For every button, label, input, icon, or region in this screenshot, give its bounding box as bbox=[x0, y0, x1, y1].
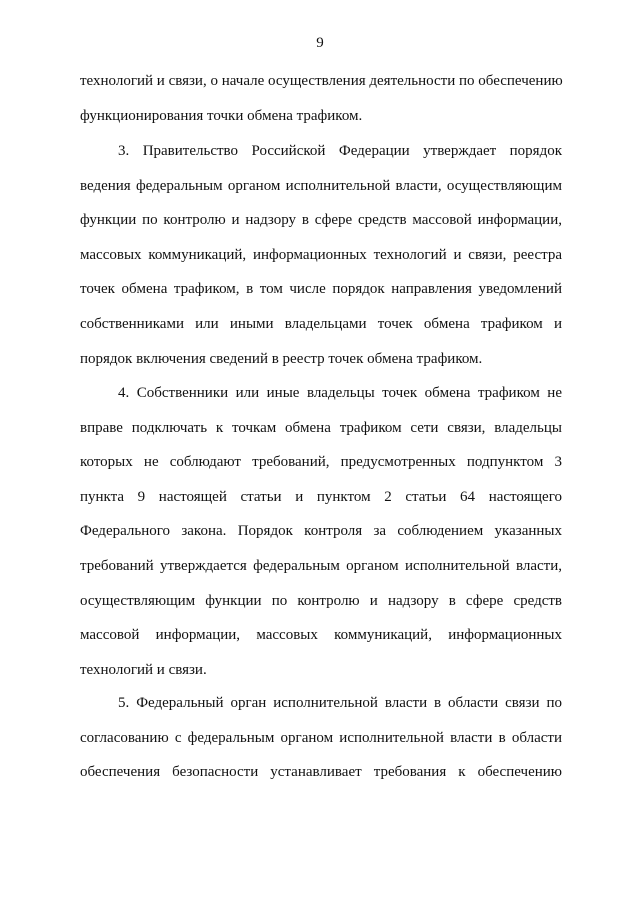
text-line: пункта 9 настоящей статьи и пунктом 2 статьи 64 настоящего bbox=[80, 488, 562, 505]
text-line: технологий и связи. bbox=[80, 661, 207, 678]
text-line: вправе подключать к точкам обмена трафиком сети связи, владельцы bbox=[80, 419, 562, 436]
paragraph-5 bbox=[80, 686, 562, 790]
text-line: 4. Собственники или иные владельцы точек обмена трафиком не bbox=[118, 385, 562, 401]
text-line: согласованию с федеральным органом исполнительной власти в области bbox=[80, 729, 562, 746]
text-line: осуществляющим функции по контролю и надзору в сфере средств bbox=[80, 592, 562, 609]
text-line: массовых коммуникаций, информационных технологий и связи, реестра bbox=[80, 246, 562, 263]
text-line: точек обмена трафиком, в том числе порядок направления уведомлений bbox=[80, 281, 562, 298]
text-line: технологий и связи, о начале осуществления деятельности по обеспечению bbox=[80, 73, 563, 89]
text-line: 3. Правительство Российской Федерации утверждает порядок bbox=[118, 143, 562, 159]
text-line: ведения федеральным органом исполнительной власти, осуществляющим bbox=[80, 177, 562, 194]
text-line: которых не соблюдают требований, предусмотренных подпунктом 3 bbox=[80, 454, 562, 471]
text-line: функции по контролю и надзору в сфере средств массовой информации, bbox=[80, 212, 562, 229]
paragraph-3 bbox=[80, 134, 562, 376]
text-line: обеспечения безопасности устанавливает требования к обеспечению bbox=[80, 764, 562, 781]
text-line: собственниками или иными владельцами точек обмена трафиком и bbox=[80, 315, 562, 332]
text-line: требований утверждается федеральным органом исполнительной власти, bbox=[80, 557, 562, 574]
paragraph-continuation bbox=[80, 64, 562, 133]
text-line: Федерального закона. Порядок контроля за соблюдением указанных bbox=[80, 523, 562, 540]
text-line: массовой информации, массовых коммуникаций, информационных bbox=[80, 627, 562, 644]
text-line: 5. Федеральный орган исполнительной власти в области связи по bbox=[118, 695, 562, 711]
text-line: функционирования точки обмена трафиком. bbox=[80, 107, 363, 124]
text-line: порядок включения сведений в реестр точек обмена трафиком. bbox=[80, 350, 483, 367]
page-number: 9 bbox=[316, 35, 324, 51]
paragraph-4 bbox=[80, 376, 562, 687]
